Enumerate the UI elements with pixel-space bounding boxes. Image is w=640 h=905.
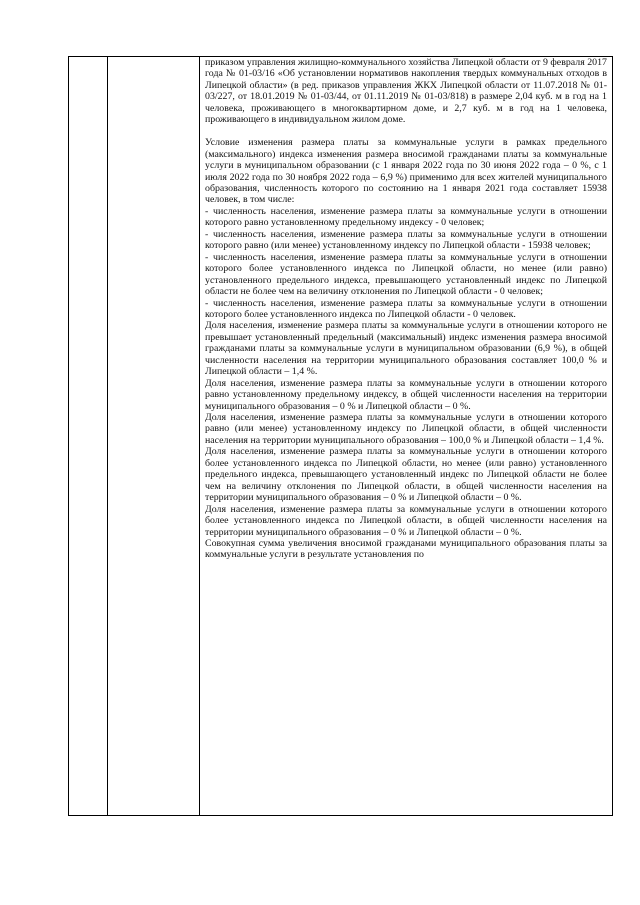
paragraph: Доля населения, изменение размера платы за коммунальные услуги в отношении которого более установленного индекса по Липецкой области, но менее (или равно) установленного предельного индекса, превышающего установленный индекс по Липецкой области не более чем на величину отклонения по Липецкой области, в общей численности населения на территории муниципального образования – 0 % и Липецкой области – 0 %. bbox=[205, 446, 607, 504]
paragraph: Совокупная сумма увеличения вносимой гражданами муниципального образования платы за коммунальные услуги в результате установления по bbox=[205, 538, 607, 561]
table-row bbox=[69, 57, 613, 816]
paragraph: Доля населения, изменение размера платы за коммунальные услуги в отношении которого равно установленному предельному индексу, в общей численности населения на территории муниципального образования – 0 % и Липецкой области – 0 %. bbox=[205, 377, 607, 412]
paragraph: приказом управления жилищно-коммунального хозяйства Липецкой области от 9 февраля 2017 года № 01-03/16 «Об установлении нормативов накопления твердых коммунальных отходов в Липецкой области» (в ред. приказов управления ЖКХ Липецкой области от 11.07.2018 № 01-03/227, от 18.01.2019 № 01-03/44, от 01.11.2019 № 01-03/818) в размере 2,04 куб. м в год на 1 человека, проживающего в многоквартирном доме, и 2,7 куб. м в год на 1 человека, проживающего в индивидуальном жилом доме. bbox=[205, 57, 607, 126]
list-item: - численность населения, изменение размера платы за коммунальные услуги в отношении которого более установленного индекса по Липецкой области, но менее (или равно) установленного предельного индекса, превышающего установленный индекс по Липецкой области не более чем на величину отклонения по Липецкой области - 0 человек; bbox=[205, 251, 607, 298]
list-item: - численность населения, изменение размера платы за коммунальные услуги в отношении которого равно установленному предельному индексу - 0 человек; bbox=[205, 205, 607, 229]
paragraph: Доля населения, изменение размера платы за коммунальные услуги в отношении которого не превышает установленный предельный (максимальный) индекс изменения размера вносимой гражданами платы за коммунальные услуги в муниципальном образовании (6,9 %), в общей численности населения на территории муниципального образования составляет 100,0 % и Липецкой области – 1,4 %. bbox=[205, 320, 607, 378]
table-cell-name bbox=[108, 57, 200, 816]
document-table bbox=[68, 56, 613, 816]
table-cell-description bbox=[200, 57, 613, 816]
paragraph: Доля населения, изменение размера платы за коммунальные услуги в отношении которого более установленного индекса по Липецкой области, в общей численности населения на территории муниципального образования – 0 % и Липецкой области – 0 %. bbox=[205, 503, 607, 538]
paragraph: Условие изменения размера платы за коммунальные услуги в рамках предельного (максимального) индекса изменения размера вносимой гражданами платы за коммунальные услуги в муниципальном образовании (с 1 января 2022 года по 30 июня 2022 года – 0 %, с 1 июля 2022 года по 30 ноября 2022 года – 6,9 %) применимо для всех жителей муниципального образования, численность которого по состоянию на 1 января 2021 года составляет 15938 человек, в том числе: bbox=[205, 137, 607, 206]
description-text bbox=[200, 57, 612, 815]
table-cell-number bbox=[69, 57, 108, 816]
list-item: - численность населения, изменение размера платы за коммунальные услуги в отношении которого более установленного индекса по Липецкой области - 0 человек. bbox=[205, 297, 607, 320]
list-item: - численность населения, изменение размера платы за коммунальные услуги в отношении которого равно (или менее) установленному индексу по Липецкой области - 15938 человек; bbox=[205, 228, 607, 252]
paragraph: Доля населения, изменение размера платы за коммунальные услуги в отношении которого равно (или менее) установленному индексу по Липецкой области, в общей численности населения на территории муниципального образования – 100,0 % и Липецкой области – 1,4 %. bbox=[205, 412, 607, 446]
